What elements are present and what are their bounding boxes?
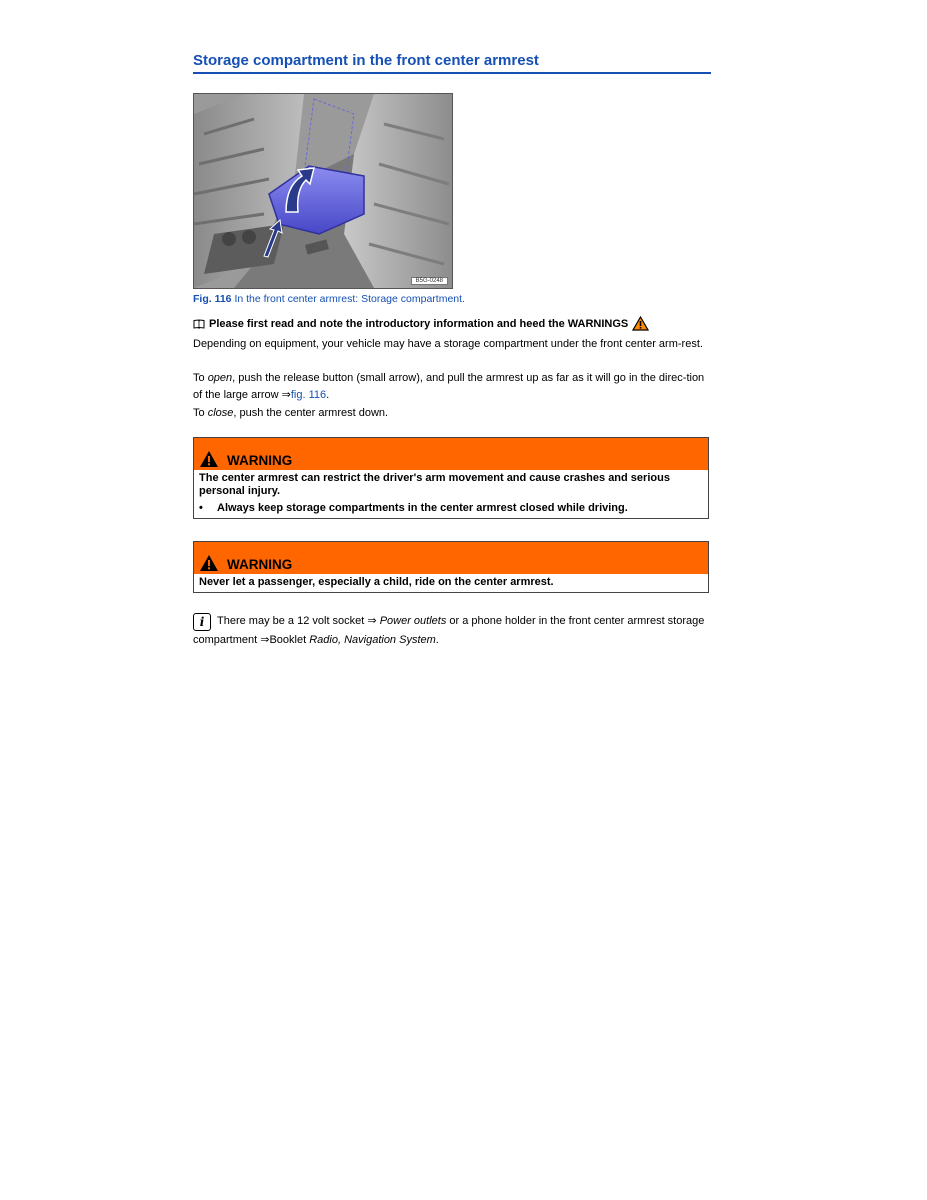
info-note	[193, 612, 708, 649]
bullet-icon: •	[199, 502, 203, 514]
text-fragment: To	[193, 372, 208, 384]
figure-code: B5G-0248	[411, 277, 448, 285]
figure-armrest-illustration	[193, 93, 453, 289]
warning-bullet-text: Always keep storage compartments in the center armrest closed while driving.	[217, 502, 628, 514]
paragraph-close	[193, 406, 708, 420]
figure-link[interactable]: fig. 116	[290, 389, 327, 401]
text-fragment: There may be a 12 volt socket ⇒	[217, 615, 380, 627]
text-fragment: or a phone holder in the front center armrest storage compartment ⇒Booklet	[193, 615, 705, 646]
emphasis-open: open	[207, 372, 233, 384]
figure-caption	[193, 293, 465, 305]
text-fragment: , push the release button (small arrow), and pull the armrest up as far as it will go in the direc-tion of the large arrow ⇒	[193, 372, 705, 401]
text-fragment: To	[193, 407, 208, 419]
warning-box-2	[193, 541, 709, 593]
text-fragment: .	[326, 389, 330, 401]
paragraph-open	[193, 370, 708, 404]
warning-header	[194, 542, 708, 574]
text-fragment: , push the center armrest down.	[233, 407, 389, 419]
warning-box-1	[193, 437, 709, 519]
book-icon	[193, 319, 205, 329]
warning-heading: WARNING	[227, 453, 293, 468]
warning-header	[194, 438, 708, 470]
warning-body	[194, 574, 708, 592]
armrest-illustration	[194, 94, 452, 288]
figure-caption-label: Fig. 116	[193, 293, 232, 305]
paragraph-equipment: Depending on equipment, your vehicle may have a storage compartment under the front center arm-rest.	[193, 338, 703, 350]
warning-text: The center armrest can restrict the driver's arm movement and cause crashes and serious personal injury.	[199, 472, 670, 497]
warning-bullet-item	[199, 498, 703, 515]
intro-line	[193, 316, 649, 331]
warning-text: Never let a passenger, especially a child, ride on the center armrest.	[199, 576, 554, 588]
info-icon: i	[193, 613, 211, 631]
emphasis-close: close	[207, 407, 234, 419]
warning-heading: WARNING	[227, 557, 293, 572]
page-title: Storage compartment in the front center armrest	[193, 52, 711, 74]
emphasis-booklet-title: Radio, Navigation System	[309, 634, 436, 646]
text-fragment: .	[435, 634, 439, 646]
warning-triangle-icon	[199, 554, 219, 572]
intro-text: Please first read and note the introductory information and heed the WARNINGS	[209, 317, 629, 330]
warning-triangle-icon	[632, 316, 649, 331]
warning-triangle-icon	[199, 450, 219, 468]
emphasis-power-outlets: Power outlets	[379, 615, 447, 627]
figure-caption-text: In the front center armrest: Storage compartment.	[231, 293, 465, 305]
warning-body	[194, 470, 708, 518]
